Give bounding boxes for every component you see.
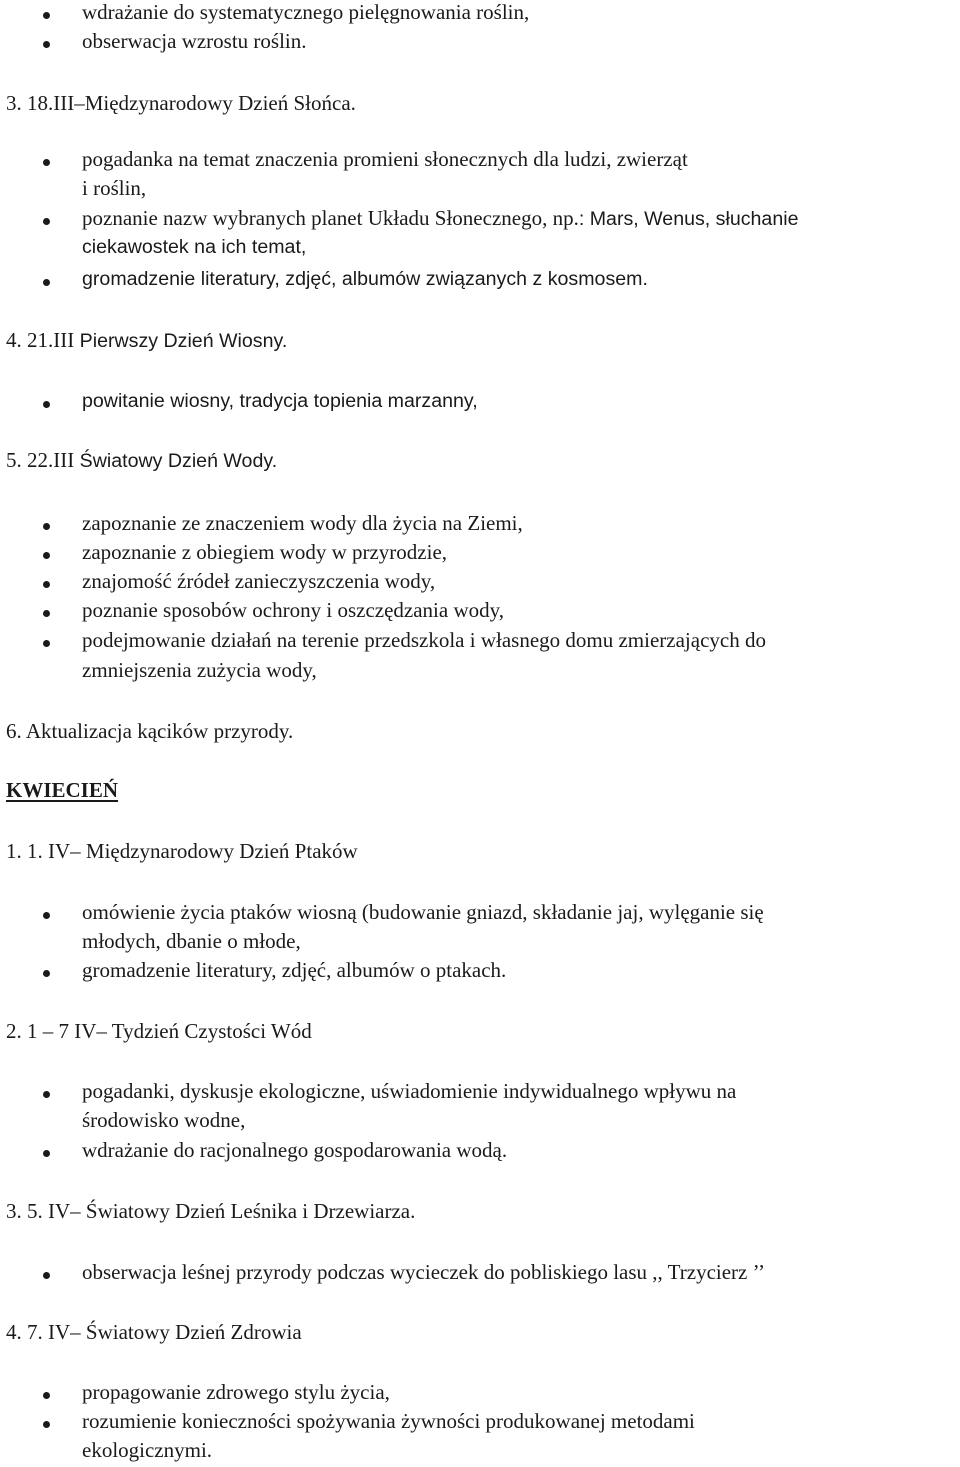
list-item: zapoznanie z obiegiem wody w przyrodzie, bbox=[82, 540, 448, 564]
bullet bbox=[43, 1421, 50, 1428]
bullet bbox=[43, 401, 50, 408]
bullet bbox=[43, 970, 50, 977]
list-item: zapoznanie ze znaczeniem wody dla życia na Ziemi, bbox=[82, 511, 523, 535]
list-item: gromadzenie literatury, zdjęć, albumów związanych z kosmosem. bbox=[82, 268, 648, 290]
list-item-continuation: zmniejszenia zużycia wody, bbox=[82, 658, 317, 682]
list-item: znajomość źródeł zanieczyszczenia wody, bbox=[82, 569, 436, 593]
list-item: wdrażanie do racjonalnego gospodarowania wodą. bbox=[82, 1138, 508, 1162]
bullet bbox=[43, 912, 50, 919]
section-heading: 2. 1 – 7 IV– Tydzień Czystości Wód bbox=[6, 1019, 312, 1043]
bullet bbox=[43, 159, 50, 166]
bullet bbox=[43, 218, 50, 225]
bullet bbox=[43, 12, 50, 19]
list-item-continuation: ekologicznymi. bbox=[82, 1438, 213, 1462]
bullet bbox=[43, 640, 50, 647]
list-item: propagowanie zdrowego stylu życia, bbox=[82, 1380, 390, 1404]
list-item: podejmowanie działań na terenie przedszkola i własnego domu zmierzających do bbox=[82, 628, 766, 652]
list-item-continuation: środowisko wodne, bbox=[82, 1108, 246, 1132]
list-item-continuation: ciekawostek na ich temat, bbox=[82, 236, 307, 258]
list-item: powitanie wiosny, tradycja topienia marzanny, bbox=[82, 390, 478, 412]
bullet bbox=[43, 1150, 50, 1157]
section-heading: 1. 1. IV– Międzynarodowy Dzień Ptaków bbox=[6, 839, 358, 863]
bullet bbox=[43, 1272, 50, 1279]
list-item: gromadzenie literatury, zdjęć, albumów o ptakach. bbox=[82, 958, 507, 982]
section-heading: 5. 22.III Światowy Dzień Wody. bbox=[6, 448, 278, 472]
section-heading: 4. 7. IV– Światowy Dzień Zdrowia bbox=[6, 1320, 302, 1344]
bullet bbox=[43, 1091, 50, 1098]
section-heading: 4. 21.III Pierwszy Dzień Wiosny. bbox=[6, 328, 288, 352]
list-item-continuation: i roślin, bbox=[82, 176, 147, 200]
list-item: poznanie nazw wybranych planet Układu Słonecznego, np.: Mars, Wenus, słuchanie bbox=[82, 206, 799, 230]
bullet bbox=[43, 552, 50, 559]
bullet bbox=[43, 610, 50, 617]
bullet bbox=[43, 581, 50, 588]
bullet bbox=[43, 1392, 50, 1399]
section-heading: 3. 18.III–Międzynarodowy Dzień Słońca. bbox=[6, 91, 356, 115]
list-item: wdrażanie do systematycznego pielęgnowania roślin, bbox=[82, 0, 530, 24]
section-heading: 6. Aktualizacja kącików przyrody. bbox=[6, 719, 294, 743]
list-item: poznanie sposobów ochrony i oszczędzania wody, bbox=[82, 598, 505, 622]
list-item: obserwacja wzrostu roślin. bbox=[82, 29, 307, 53]
bullet bbox=[43, 279, 50, 286]
list-item: pogadanka na temat znaczenia promieni słonecznych dla ludzi, zwierząt bbox=[82, 147, 688, 171]
bullet bbox=[43, 41, 50, 48]
list-item: rozumienie konieczności spożywania żywności produkowanej metodami bbox=[82, 1409, 695, 1433]
list-item: omówienie życia ptaków wiosną (budowanie gniazd, składanie jaj, wylęganie się bbox=[82, 900, 764, 924]
month-heading: KWIECIEŃ bbox=[6, 778, 119, 802]
list-item: pogadanki, dyskusje ekologiczne, uświadomienie indywidualnego wpływu na bbox=[82, 1079, 737, 1103]
list-item-continuation: młodych, dbanie o młode, bbox=[82, 929, 301, 953]
list-item: obserwacja leśnej przyrody podczas wycieczek do pobliskiego lasu ,, Trzycierz ’’ bbox=[82, 1260, 766, 1284]
bullet bbox=[43, 523, 50, 530]
section-heading: 3. 5. IV– Światowy Dzień Leśnika i Drzewiarza. bbox=[6, 1199, 416, 1223]
